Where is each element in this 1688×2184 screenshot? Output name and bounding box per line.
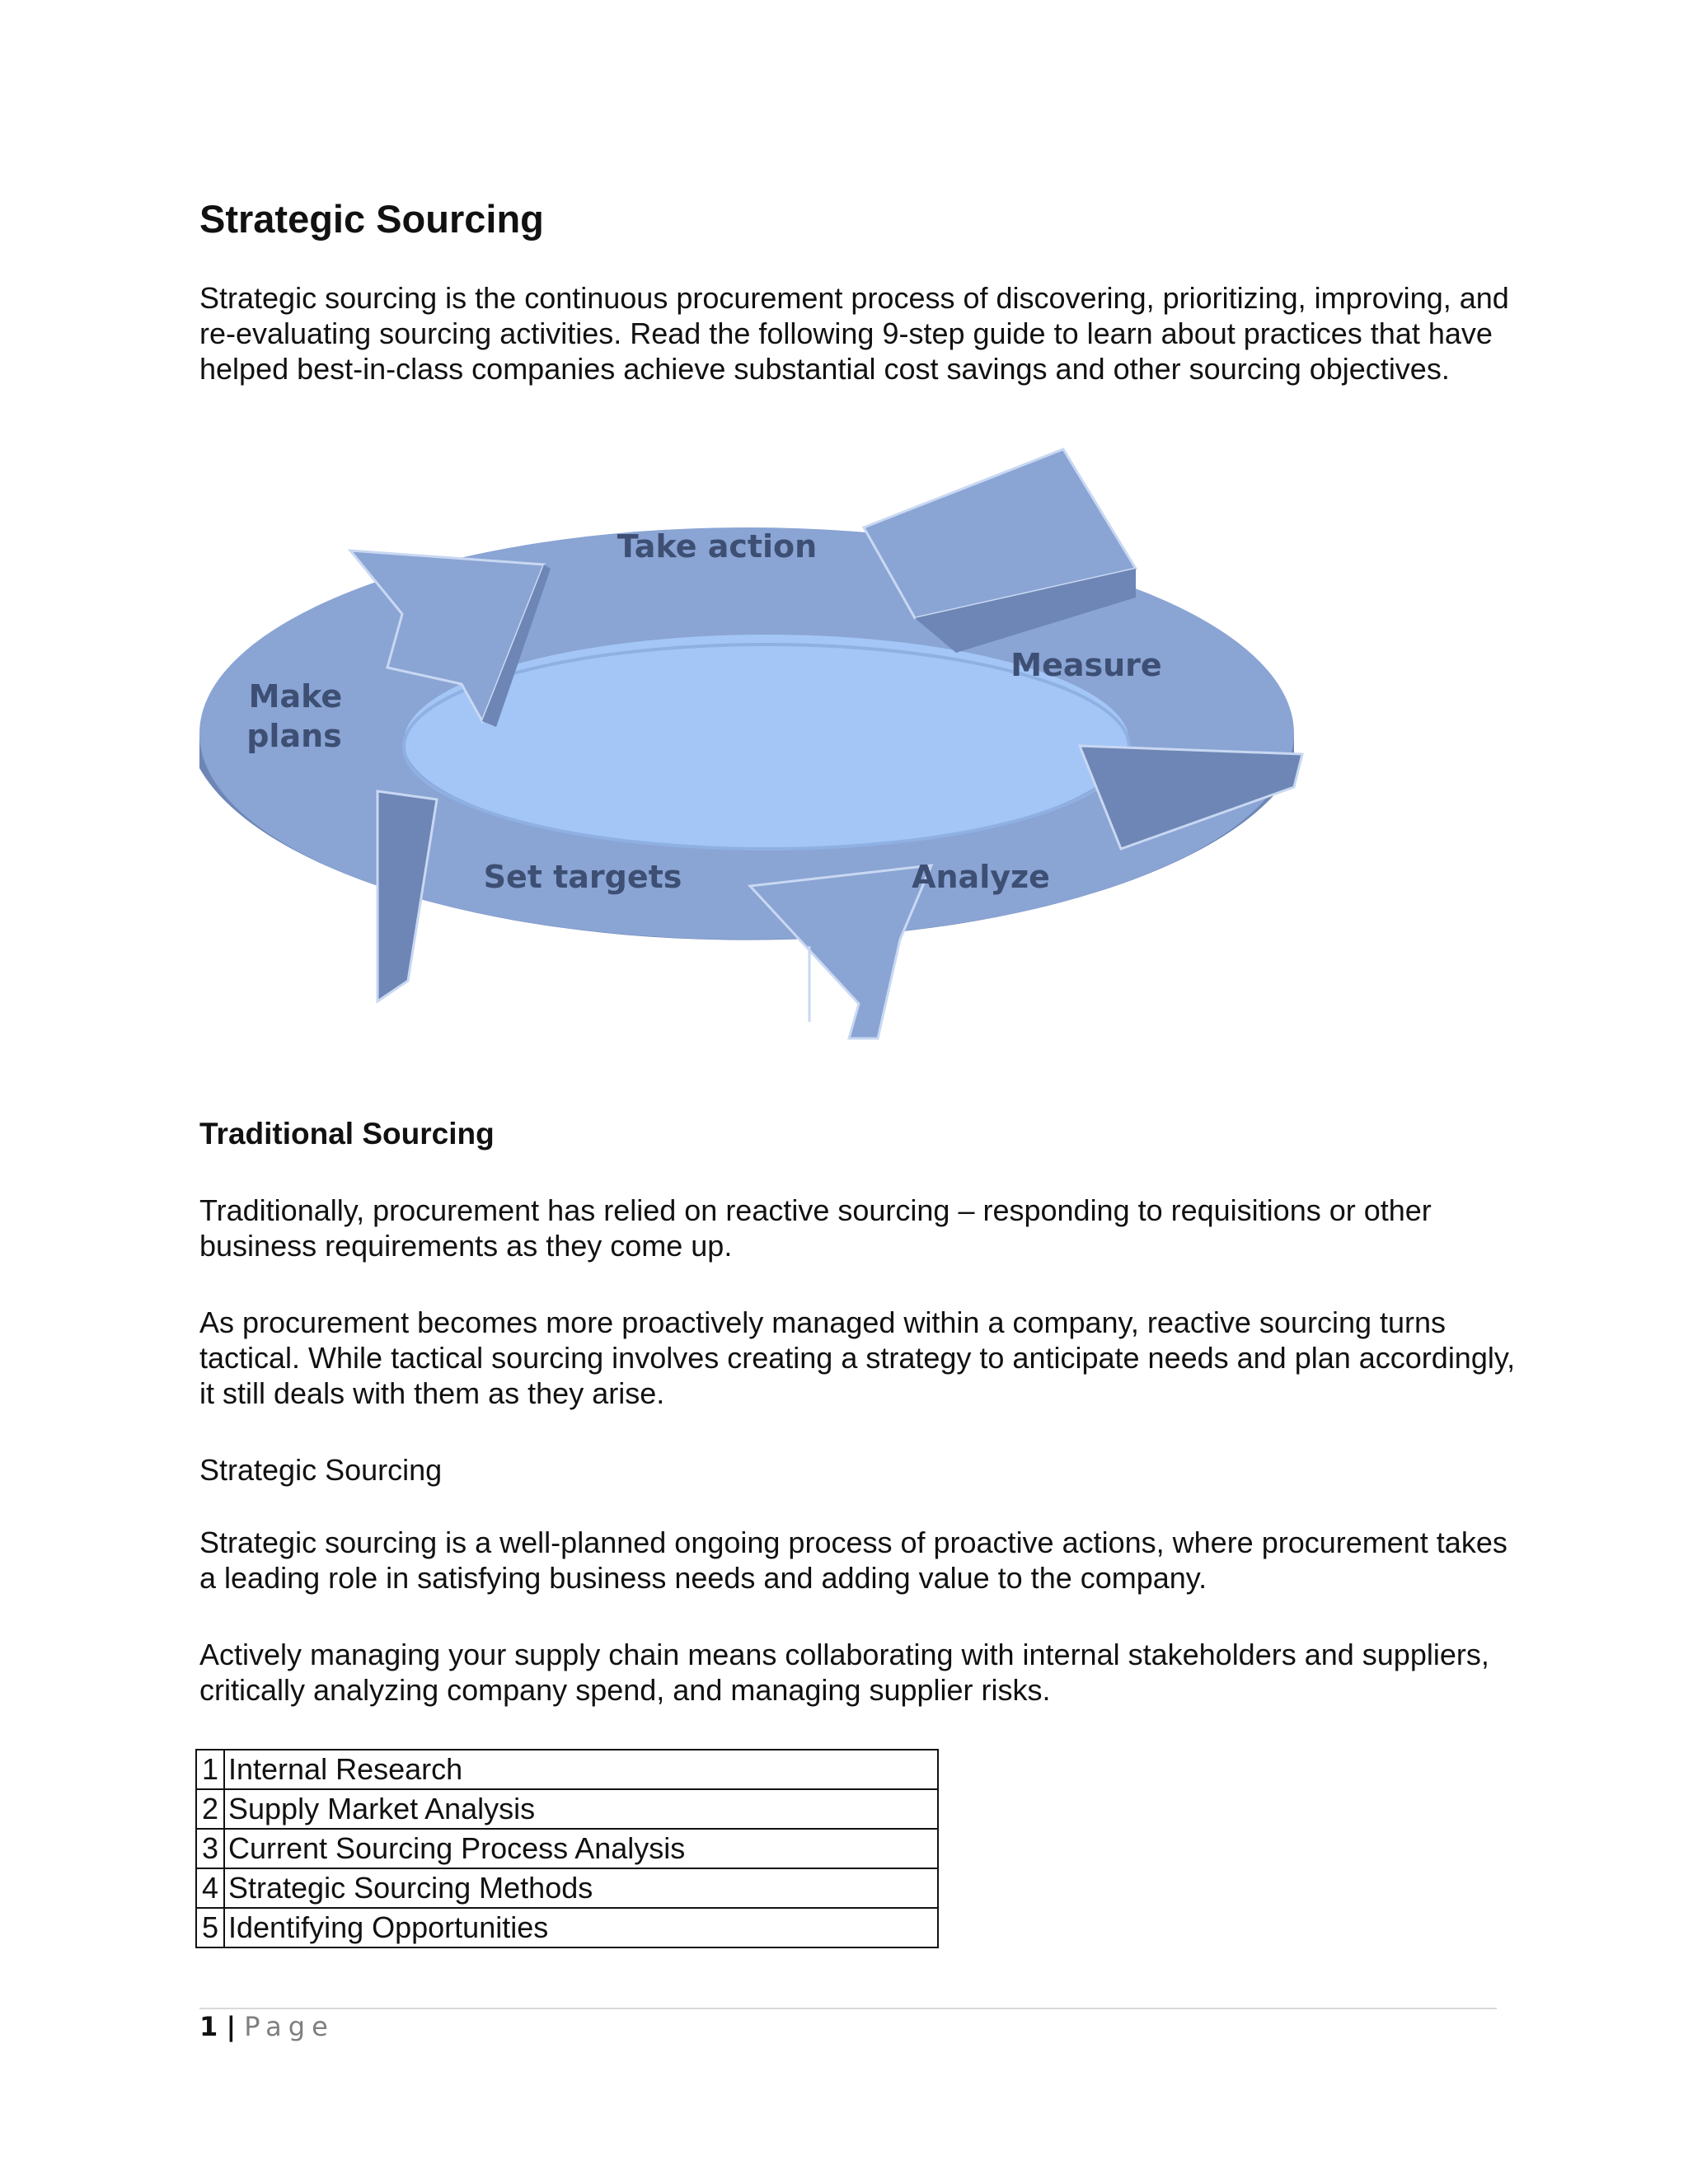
strategic-paragraph-2: Actively managing your supply chain means collaborating with internal stakeholders and suppliers, critically analyzing company spend, and managing supplier risks. [199, 1638, 1489, 1707]
sourcing-cycle-diagram [190, 445, 1327, 1047]
table-row [196, 1750, 938, 1789]
step-label: Supply Market Analysis [224, 1789, 938, 1829]
stage-label-set-targets: Set targets [483, 859, 682, 895]
steps-table [195, 1749, 939, 1948]
page-label: Page [244, 2011, 335, 2042]
traditional-paragraph-2: As procurement becomes more proactively managed within a company, reactive sourcing turns tactical. While tactical sourcing involves creating a strategy to anticipate needs and plan accordingly, it still deals with them as they arise. [199, 1305, 1516, 1410]
step-number: 2 [196, 1789, 224, 1829]
stage-label-make-plans: Make plans [246, 678, 343, 754]
page-number: 1 [199, 2011, 218, 2042]
table-row [196, 1829, 938, 1868]
arrowhead-analyze [750, 865, 931, 1038]
traditional-paragraph-1: Traditionally, procurement has relied on reactive sourcing – responding to requisitions or other business requirements as they come up. [199, 1193, 1432, 1263]
traditional-sourcing-heading: Traditional Sourcing [199, 1117, 495, 1151]
step-number: 4 [196, 1868, 224, 1908]
page-title: Strategic Sourcing [199, 197, 544, 241]
strategic-paragraph-1: Strategic sourcing is a well-planned ongoing process of proactive actions, where procurement takes a leading role in satisfying business needs and adding value to the company. [199, 1526, 1507, 1595]
page-footer [199, 2011, 335, 2042]
strategic-sourcing-subheading: Strategic Sourcing [199, 1453, 443, 1487]
step-label: Current Sourcing Process Analysis [224, 1829, 938, 1868]
step-number: 3 [196, 1829, 224, 1868]
step-label: Strategic Sourcing Methods [224, 1868, 938, 1908]
table-row [196, 1908, 938, 1947]
table-row [196, 1868, 938, 1908]
footer-divider [199, 2008, 1497, 2009]
table-row [196, 1789, 938, 1829]
stage-label-take-action: Take action [617, 528, 818, 565]
step-number: 1 [196, 1750, 224, 1789]
stage-label-measure: Measure [1010, 647, 1162, 683]
stage-label-analyze: Analyze [912, 859, 1050, 895]
intro-paragraph: Strategic sourcing is the continuous procurement process of discovering, prioritizing, improving, and re-evaluating sourcing activities. Read the following 9-step guide to learn about practices that have helped best-in-class companies achieve substantial cost savings and other sourcing objectives. [199, 281, 1509, 386]
step-label: Internal Research [224, 1750, 938, 1789]
step-label: Identifying Opportunities [224, 1908, 938, 1947]
footer-separator: | [226, 2011, 237, 2042]
step-number: 5 [196, 1908, 224, 1947]
